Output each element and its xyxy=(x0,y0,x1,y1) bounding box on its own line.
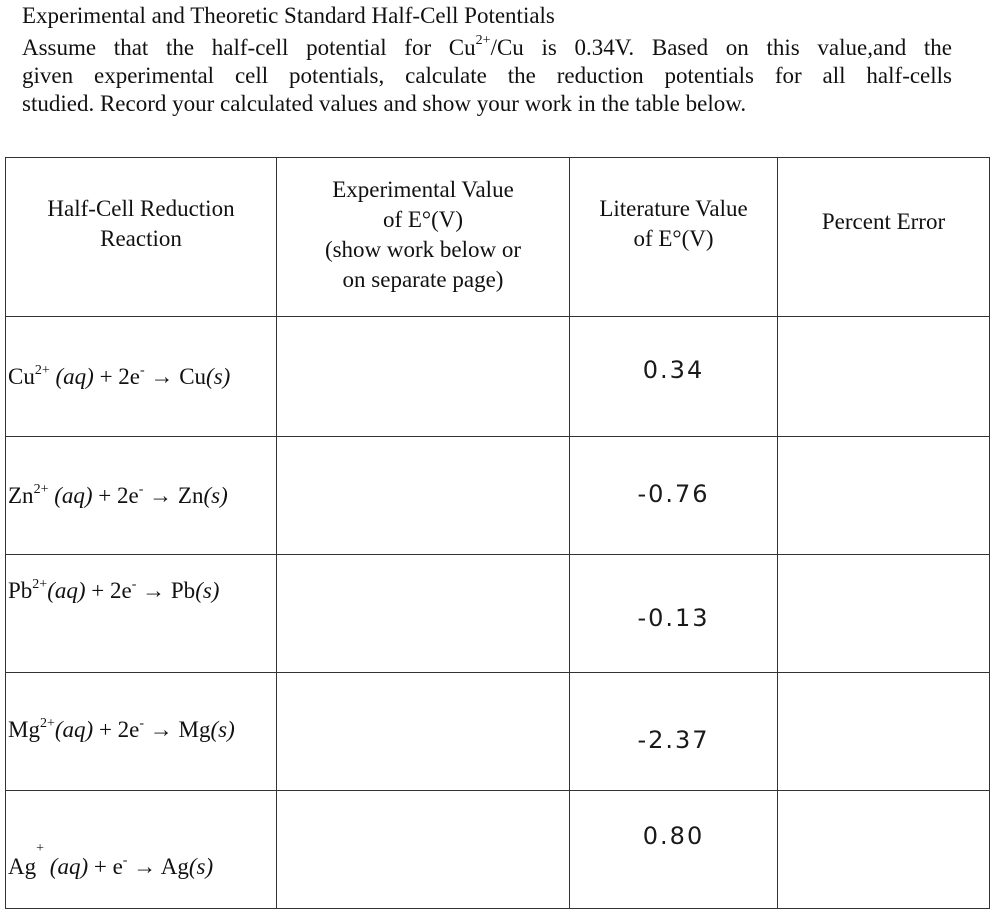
ion-charge: 2+ xyxy=(32,576,48,592)
literature-cell xyxy=(570,317,778,437)
product-state: (s) xyxy=(210,716,235,742)
experimental-cell[interactable] xyxy=(277,673,570,791)
product-state: (s) xyxy=(195,577,220,603)
table-row xyxy=(6,791,990,909)
percent-error-cell[interactable] xyxy=(778,555,990,673)
electron-charge: - xyxy=(140,362,145,378)
literature-value: -0.76 xyxy=(637,479,710,508)
reactant-ion: Zn xyxy=(8,482,34,508)
table-row xyxy=(6,437,990,555)
instructions-line-3: studied. Record your calculated values and show your work in the table below. xyxy=(22,91,747,116)
instructions-paragraph xyxy=(22,34,952,118)
reaction-arrow: → xyxy=(144,363,180,389)
ion-charge: 2+ xyxy=(34,362,50,378)
product: Mg xyxy=(178,716,211,742)
literature-value: -2.37 xyxy=(637,725,710,754)
worksheet-heading: Experimental and Theoretic Standard Half-Cell Potentials xyxy=(22,3,555,28)
literature-value: -0.13 xyxy=(637,603,710,632)
half-cell-table xyxy=(5,157,990,909)
electrons: + 2e xyxy=(93,363,141,389)
experimental-cell[interactable] xyxy=(277,555,570,673)
percent-error-cell[interactable] xyxy=(778,317,990,437)
product-state: (s) xyxy=(188,853,214,879)
experimental-cell[interactable] xyxy=(277,317,570,437)
reaction-arrow: → xyxy=(136,577,171,603)
header-experimental-line-2: of E°(V) xyxy=(382,207,464,232)
product: Ag xyxy=(160,853,189,879)
reactant-state: (aq) xyxy=(49,853,89,879)
reactant-state: (aq) xyxy=(54,482,93,508)
table-header-row xyxy=(6,158,990,317)
percent-error-cell[interactable] xyxy=(778,673,990,791)
literature-cell xyxy=(570,791,778,909)
instructions-line-1 xyxy=(22,34,952,62)
ion-charge: + xyxy=(36,840,45,856)
literature-value: 0.34 xyxy=(642,355,705,384)
header-reaction-line-1: Half-Cell Reduction xyxy=(47,196,235,221)
header-experimental xyxy=(277,158,570,317)
reaction-cell xyxy=(6,673,277,791)
electrons: + e xyxy=(88,853,123,879)
percent-error-cell[interactable] xyxy=(778,437,990,555)
product-state: (s) xyxy=(206,363,231,389)
literature-cell xyxy=(570,555,778,673)
header-percent-error xyxy=(778,158,990,317)
header-experimental-line-4: on separate page) xyxy=(342,267,504,292)
reaction-arrow: → xyxy=(127,853,161,879)
table-row xyxy=(6,673,990,791)
percent-error-cell[interactable] xyxy=(778,791,990,909)
table-row xyxy=(6,317,990,437)
header-literature-line-2: of E°(V) xyxy=(633,226,714,251)
reactant-ion: Pb xyxy=(8,577,33,603)
electrons: + 2e xyxy=(93,716,140,742)
reaction-cell xyxy=(6,437,277,555)
electron-charge: - xyxy=(138,481,144,497)
header-literature-line-1: Literature Value xyxy=(599,196,748,221)
header-reaction xyxy=(6,158,277,317)
instructions-line-1-end: /Cu is 0.34V. Based on this value,and the xyxy=(490,35,952,60)
reactant-ion: Ag xyxy=(8,853,37,879)
electron-charge: - xyxy=(131,576,137,592)
literature-cell xyxy=(570,673,778,791)
product: Cu xyxy=(179,363,207,389)
literature-value: 0.80 xyxy=(642,821,705,850)
literature-cell xyxy=(570,437,778,555)
header-experimental-line-1: Experimental Value xyxy=(332,177,514,202)
header-literature xyxy=(570,158,778,317)
reaction-cell xyxy=(6,555,277,673)
electron-charge: - xyxy=(139,715,145,731)
product: Zn xyxy=(177,482,204,508)
header-experimental-line-3: (show work below or xyxy=(324,237,522,262)
reactant-ion: Cu xyxy=(8,363,35,389)
product: Pb xyxy=(170,577,196,603)
electrons: + 2e xyxy=(85,577,132,603)
header-percent-error-label: Percent Error xyxy=(821,209,946,234)
cu-charge-superscript: 2+ xyxy=(475,33,491,49)
instructions-line-1-start: Assume that the half-cell potential for Cu xyxy=(22,35,476,60)
reactant-state: (aq) xyxy=(55,363,94,389)
experimental-cell[interactable] xyxy=(277,437,570,555)
product-state: (s) xyxy=(203,482,228,508)
electron-charge: - xyxy=(122,852,128,868)
table-row xyxy=(6,555,990,673)
reaction-arrow: → xyxy=(144,716,179,742)
header-reaction-line-2: Reaction xyxy=(100,226,182,251)
ion-charge: 2+ xyxy=(39,715,55,731)
reaction-cell xyxy=(6,317,277,437)
reaction-cell xyxy=(6,791,277,909)
experimental-cell[interactable] xyxy=(277,791,570,909)
reactant-state: (aq) xyxy=(47,577,86,603)
ion-charge: 2+ xyxy=(33,481,49,497)
electrons: + 2e xyxy=(92,482,139,508)
reaction-arrow: → xyxy=(143,482,178,508)
instructions-line-2: given experimental cell potentials, calculate the reduction potentials for all half-cells xyxy=(22,63,952,88)
reactant-state: (aq) xyxy=(54,716,94,742)
reactant-ion: Mg xyxy=(8,716,40,742)
